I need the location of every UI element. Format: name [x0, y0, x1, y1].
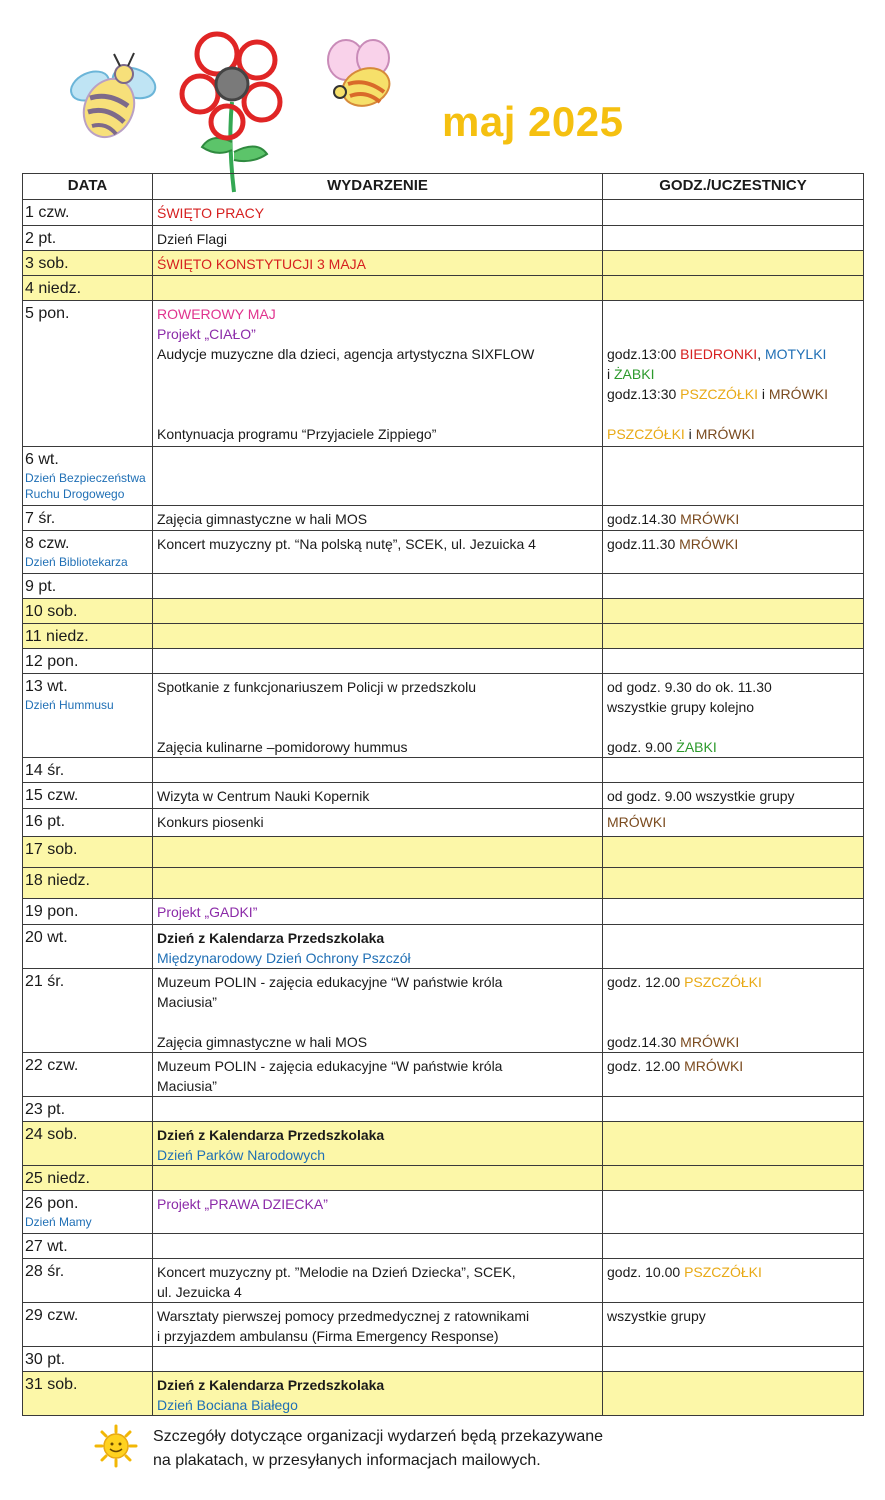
ev-text: Audycje muzyczne dla dzieci, agencja artystyczna SIXFLOW [157, 346, 535, 362]
event-cell [153, 599, 603, 624]
ev-text: Projekt „PRAWA DZIECKA” [157, 1196, 328, 1212]
event-cell [153, 1259, 603, 1303]
ev-line [157, 812, 598, 832]
day-label: 28 śr. [25, 1263, 65, 1280]
groups-cell [603, 1166, 864, 1191]
gp-line [607, 1306, 859, 1326]
day-label: 24 sob. [25, 1126, 78, 1143]
groups-cell [603, 531, 864, 574]
date-cell [23, 1372, 153, 1416]
date-cell [23, 1347, 153, 1372]
gp-line [607, 304, 859, 344]
gp-text: MRÓWKI [607, 814, 667, 830]
date-cell [23, 969, 153, 1053]
groups-cell [603, 1303, 864, 1347]
gp-text: wszystkie grupy [607, 1308, 706, 1324]
table-row [23, 649, 864, 674]
ev-text: Wizyta w Centrum Nauki Kopernik [157, 788, 370, 804]
gp-line [607, 1056, 859, 1076]
gp-line [607, 534, 859, 554]
event-cell [153, 1191, 603, 1234]
table-row [23, 1372, 864, 1416]
table-row [23, 1053, 864, 1097]
ev-line [157, 364, 598, 424]
ev-line [157, 1375, 598, 1395]
day-note: Dzień Hummusu [25, 698, 114, 712]
event-cell [153, 506, 603, 531]
date-cell [23, 574, 153, 599]
groups-cell [603, 1191, 864, 1234]
groups-cell [603, 1259, 864, 1303]
sun-icon [94, 1424, 138, 1468]
ev-line [157, 509, 598, 529]
event-cell [153, 1303, 603, 1347]
ev-text: Muzeum POLIN - zajęcia edukacyjne “W państwie króla [157, 974, 503, 990]
table-row [23, 809, 864, 837]
gp-text: MRÓWKI [768, 386, 828, 402]
gp-text: godz.11.30 [607, 536, 680, 552]
gp-text: godz. 12.00 [607, 974, 685, 990]
butterfly-drawing [318, 32, 398, 114]
header-groups: GODZ./UCZESTNICY [603, 174, 864, 200]
ev-line [157, 1032, 598, 1052]
gp-line [607, 717, 859, 737]
table-row [23, 674, 864, 758]
table-row [23, 276, 864, 301]
ev-text: Projekt „GADKI” [157, 904, 258, 920]
event-cell [153, 1347, 603, 1372]
day-label: 4 niedz. [25, 280, 82, 297]
event-cell [153, 969, 603, 1053]
groups-cell [603, 925, 864, 969]
date-cell [23, 1303, 153, 1347]
day-label: 6 wt. [25, 451, 59, 468]
ev-line [157, 1056, 598, 1076]
ev-line [157, 697, 598, 737]
ev-text: Kontynuacja programu “Przyjaciele Zippiego” [157, 426, 437, 442]
ev-line [157, 344, 598, 364]
ev-text: Zajęcia gimnastyczne w hali MOS [157, 1034, 368, 1050]
day-label: 30 pt. [25, 1351, 66, 1368]
date-cell [23, 1097, 153, 1122]
day-label: 27 wt. [25, 1238, 68, 1255]
gp-text: , [757, 346, 765, 362]
header [0, 0, 885, 172]
event-cell [153, 574, 603, 599]
gp-text: i [684, 426, 696, 442]
ev-text: Warsztaty pierwszej pomocy przedmedycznej z ratownikami [157, 1308, 530, 1324]
bee-drawing [62, 48, 162, 143]
event-cell [153, 899, 603, 925]
groups-cell [603, 599, 864, 624]
event-cell [153, 226, 603, 251]
day-label: 25 niedz. [25, 1170, 90, 1187]
ev-text: Dzień Bociana Białego [157, 1397, 298, 1413]
gp-line [607, 737, 859, 757]
date-cell [23, 674, 153, 758]
groups-cell [603, 574, 864, 599]
table-row [23, 200, 864, 226]
gp-line [607, 404, 859, 424]
ev-text: Dzień z Kalendarza Przedszkolaka [157, 1377, 385, 1393]
day-label: 18 niedz. [25, 872, 90, 889]
date-cell [23, 301, 153, 447]
gp-text: MRÓWKI [695, 426, 755, 442]
day-label: 11 niedz. [25, 628, 89, 645]
groups-cell [603, 1097, 864, 1122]
gp-text: PSZCZÓŁKI [684, 974, 762, 990]
groups-cell [603, 251, 864, 276]
date-cell [23, 251, 153, 276]
event-cell [153, 531, 603, 574]
gp-text: godz.13:30 [607, 386, 681, 402]
ev-line [157, 677, 598, 697]
ev-text: Zajęcia gimnastyczne w hali MOS [157, 511, 368, 527]
event-cell [153, 809, 603, 837]
page-title: maj 2025 [442, 98, 624, 145]
gp-text: godz.13:00 [607, 346, 681, 362]
ev-line [157, 1306, 598, 1326]
date-cell [23, 899, 153, 925]
groups-cell [603, 624, 864, 649]
event-cell [153, 276, 603, 301]
ev-line [157, 1145, 598, 1165]
table-row [23, 624, 864, 649]
flower-drawing [172, 22, 292, 197]
event-cell [153, 1372, 603, 1416]
date-cell [23, 925, 153, 969]
ev-line [157, 972, 598, 992]
groups-cell [603, 758, 864, 783]
date-cell [23, 1053, 153, 1097]
ev-text: Międzynarodowy Dzień Ochrony Pszczół [157, 950, 411, 966]
date-cell [23, 1191, 153, 1234]
gp-text: i [607, 366, 614, 382]
gp-text: PSZCZÓŁKI [684, 1264, 762, 1280]
gp-text: ŻABKI [676, 739, 717, 755]
groups-cell [603, 1234, 864, 1259]
gp-text: MOTYLKI [764, 346, 827, 362]
groups-cell [603, 649, 864, 674]
day-label: 10 sob. [25, 603, 78, 620]
groups-cell [603, 783, 864, 809]
day-label: 14 śr. [25, 762, 65, 779]
ev-text: Muzeum POLIN - zajęcia edukacyjne “W państwie króla [157, 1058, 503, 1074]
footer-line-1: Szczegóły dotyczące organizacji wydarzeń będą przekazywane [153, 1428, 604, 1445]
day-label: 22 czw. [25, 1057, 79, 1074]
ev-text: ŚWIĘTO PRACY [157, 205, 265, 221]
ev-line [157, 1395, 598, 1415]
ev-line [157, 254, 598, 274]
day-label: 5 pon. [25, 305, 70, 322]
ev-text: Dzień Flagi [157, 231, 228, 247]
ev-line [157, 1194, 598, 1214]
groups-cell [603, 200, 864, 226]
event-cell [153, 674, 603, 758]
gp-text: od godz. 9.30 do ok. 11.30 [607, 679, 772, 695]
groups-cell [603, 506, 864, 531]
gp-text: godz.14.30 [607, 1034, 681, 1050]
date-cell [23, 531, 153, 574]
gp-line [607, 972, 859, 992]
ev-text: Dzień Parków Narodowych [157, 1147, 326, 1163]
event-cell [153, 1234, 603, 1259]
day-label: 3 sob. [25, 255, 69, 272]
event-cell [153, 1097, 603, 1122]
ev-text: ROWEROWY MAJ [157, 306, 276, 322]
table-row [23, 506, 864, 531]
day-note: Dzień Mamy [25, 1215, 92, 1229]
gp-text: BIEDRONKI [680, 346, 758, 362]
date-cell [23, 868, 153, 899]
date-cell [23, 599, 153, 624]
ev-line [157, 229, 598, 249]
event-cell [153, 624, 603, 649]
event-cell [153, 783, 603, 809]
gp-line [607, 1032, 859, 1052]
table-row [23, 837, 864, 868]
date-cell [23, 226, 153, 251]
gp-line [607, 509, 859, 529]
table-row [23, 574, 864, 599]
gp-line [607, 1262, 859, 1282]
ev-line [157, 1262, 598, 1282]
ev-text: Maciusia” [157, 994, 217, 1010]
ev-line [157, 1012, 598, 1032]
day-note: Ruchu Drogowego [25, 487, 125, 501]
date-cell [23, 200, 153, 226]
gp-line [607, 786, 859, 806]
table-row [23, 868, 864, 899]
groups-cell [603, 1347, 864, 1372]
gp-line [607, 344, 859, 364]
ev-line [157, 203, 598, 223]
ev-text: Koncert muzyczny pt. “Na polską nutę”, SCEK, ul. Jezuicka 4 [157, 536, 536, 552]
groups-cell [603, 809, 864, 837]
date-cell [23, 837, 153, 868]
groups-cell [603, 301, 864, 447]
day-label: 7 śr. [25, 510, 56, 527]
gp-line [607, 384, 859, 404]
footer-note [153, 1425, 603, 1473]
ev-text: ŚWIĘTO KONSTYTUCJI 3 MAJA [157, 256, 366, 272]
day-note: Dzień Bezpieczeństwa [25, 471, 146, 485]
gp-line [607, 992, 859, 1032]
date-cell [23, 1234, 153, 1259]
date-cell [23, 506, 153, 531]
table-header-row [23, 174, 864, 200]
table-row [23, 758, 864, 783]
gp-text: MRÓWKI [684, 1058, 744, 1074]
ev-text: Dzień z Kalendarza Przedszkolaka [157, 930, 385, 946]
day-label: 19 pon. [25, 903, 79, 920]
day-label: 23 pt. [25, 1101, 66, 1118]
ev-line [157, 324, 598, 344]
table-row [23, 783, 864, 809]
day-note: Dzień Bibliotekarza [25, 555, 128, 569]
date-cell [23, 758, 153, 783]
event-cell [153, 251, 603, 276]
event-cell [153, 447, 603, 506]
date-cell [23, 1166, 153, 1191]
date-cell [23, 783, 153, 809]
header-event: WYDARZENIE [153, 174, 603, 200]
groups-cell [603, 674, 864, 758]
event-cell [153, 1122, 603, 1166]
footer-line-2: na plakatach, w przesyłanych informacjach mailowych. [153, 1452, 541, 1469]
date-cell [23, 649, 153, 674]
gp-line [607, 812, 859, 832]
ev-line [157, 1125, 598, 1145]
table-row [23, 925, 864, 969]
day-label: 31 sob. [25, 1376, 78, 1393]
table-row [23, 1166, 864, 1191]
event-cell [153, 649, 603, 674]
ev-text: Dzień z Kalendarza Przedszkolaka [157, 1127, 385, 1143]
gp-line [607, 364, 859, 384]
gp-text: i [757, 386, 769, 402]
ev-line [157, 992, 598, 1012]
date-cell [23, 447, 153, 506]
groups-cell [603, 226, 864, 251]
gp-text: godz. 9.00 [607, 739, 677, 755]
day-label: 20 wt. [25, 929, 68, 946]
gp-line [607, 677, 859, 697]
table-row [23, 251, 864, 276]
gp-text: PSZCZÓŁKI [607, 426, 685, 442]
header-date: DATA [23, 174, 153, 200]
calendar-table [22, 173, 864, 1416]
gp-text: godz. 12.00 [607, 1058, 685, 1074]
ev-text: Konkurs piosenki [157, 814, 264, 830]
event-cell [153, 868, 603, 899]
date-cell [23, 1122, 153, 1166]
day-label: 9 pt. [25, 578, 57, 595]
event-cell [153, 925, 603, 969]
ev-line [157, 304, 598, 324]
day-label: 26 pon. [25, 1195, 79, 1212]
groups-cell [603, 1053, 864, 1097]
gp-text: godz.14.30 [607, 511, 681, 527]
ev-line [157, 534, 598, 554]
table-row [23, 301, 864, 447]
gp-text: godz. 10.00 [607, 1264, 685, 1280]
table-row [23, 899, 864, 925]
gp-text: PSZCZÓŁKI [680, 386, 758, 402]
gp-line [607, 424, 859, 444]
table-row [23, 1097, 864, 1122]
groups-cell [603, 447, 864, 506]
groups-cell [603, 868, 864, 899]
gp-line [607, 697, 859, 717]
day-label: 16 pt. [25, 813, 66, 830]
table-row [23, 599, 864, 624]
event-cell [153, 301, 603, 447]
ev-text: i przyjazdem ambulansu (Firma Emergency Response) [157, 1328, 499, 1344]
event-cell [153, 1166, 603, 1191]
ev-line [157, 928, 598, 948]
day-label: 21 śr. [25, 973, 65, 990]
gp-text: MRÓWKI [680, 511, 740, 527]
gp-text: od godz. 9.00 wszystkie grupy [607, 788, 795, 804]
table-row [23, 447, 864, 506]
event-cell [153, 837, 603, 868]
date-cell [23, 624, 153, 649]
day-label: 29 czw. [25, 1307, 79, 1324]
groups-cell [603, 276, 864, 301]
date-cell [23, 1259, 153, 1303]
table-row [23, 969, 864, 1053]
table-row [23, 1122, 864, 1166]
groups-cell [603, 899, 864, 925]
ev-line [157, 786, 598, 806]
ev-text: Projekt „CIAŁO” [157, 326, 256, 342]
day-label: 12 pon. [25, 653, 79, 670]
ev-text: Zajęcia kulinarne –pomidorowy hummus [157, 739, 408, 755]
groups-cell [603, 1372, 864, 1416]
ev-text: Maciusia” [157, 1078, 217, 1094]
groups-cell [603, 837, 864, 868]
ev-line [157, 1076, 598, 1096]
table-row [23, 1347, 864, 1372]
ev-text: Koncert muzyczny pt. ”Melodie na Dzień Dziecka”, SCEK, [157, 1264, 516, 1280]
gp-text: MRÓWKI [679, 536, 739, 552]
table-row [23, 1191, 864, 1234]
day-label: 1 czw. [25, 204, 70, 221]
table-row [23, 531, 864, 574]
table-row [23, 1259, 864, 1303]
table-row [23, 226, 864, 251]
groups-cell [603, 1122, 864, 1166]
day-label: 8 czw. [25, 535, 70, 552]
day-label: 15 czw. [25, 787, 79, 804]
event-cell [153, 200, 603, 226]
gp-text: MRÓWKI [680, 1034, 740, 1050]
ev-line [157, 737, 598, 757]
ev-text: Spotkanie z funkcjonariuszem Policji w przedszkolu [157, 679, 477, 695]
ev-line [157, 948, 598, 968]
ev-line [157, 902, 598, 922]
event-cell [153, 758, 603, 783]
ev-line [157, 1282, 598, 1302]
day-label: 2 pt. [25, 230, 57, 247]
table-row [23, 1303, 864, 1347]
day-label: 17 sob. [25, 841, 78, 858]
day-label: 13 wt. [25, 678, 68, 695]
table-row [23, 1234, 864, 1259]
ev-line [157, 424, 598, 444]
ev-text: ul. Jezuicka 4 [157, 1284, 242, 1300]
ev-line [157, 1326, 598, 1346]
event-cell [153, 1053, 603, 1097]
groups-cell [603, 969, 864, 1053]
gp-text: wszystkie grupy kolejno [607, 699, 755, 715]
gp-text: ŻABKI [614, 366, 655, 382]
date-cell [23, 809, 153, 837]
date-cell [23, 276, 153, 301]
